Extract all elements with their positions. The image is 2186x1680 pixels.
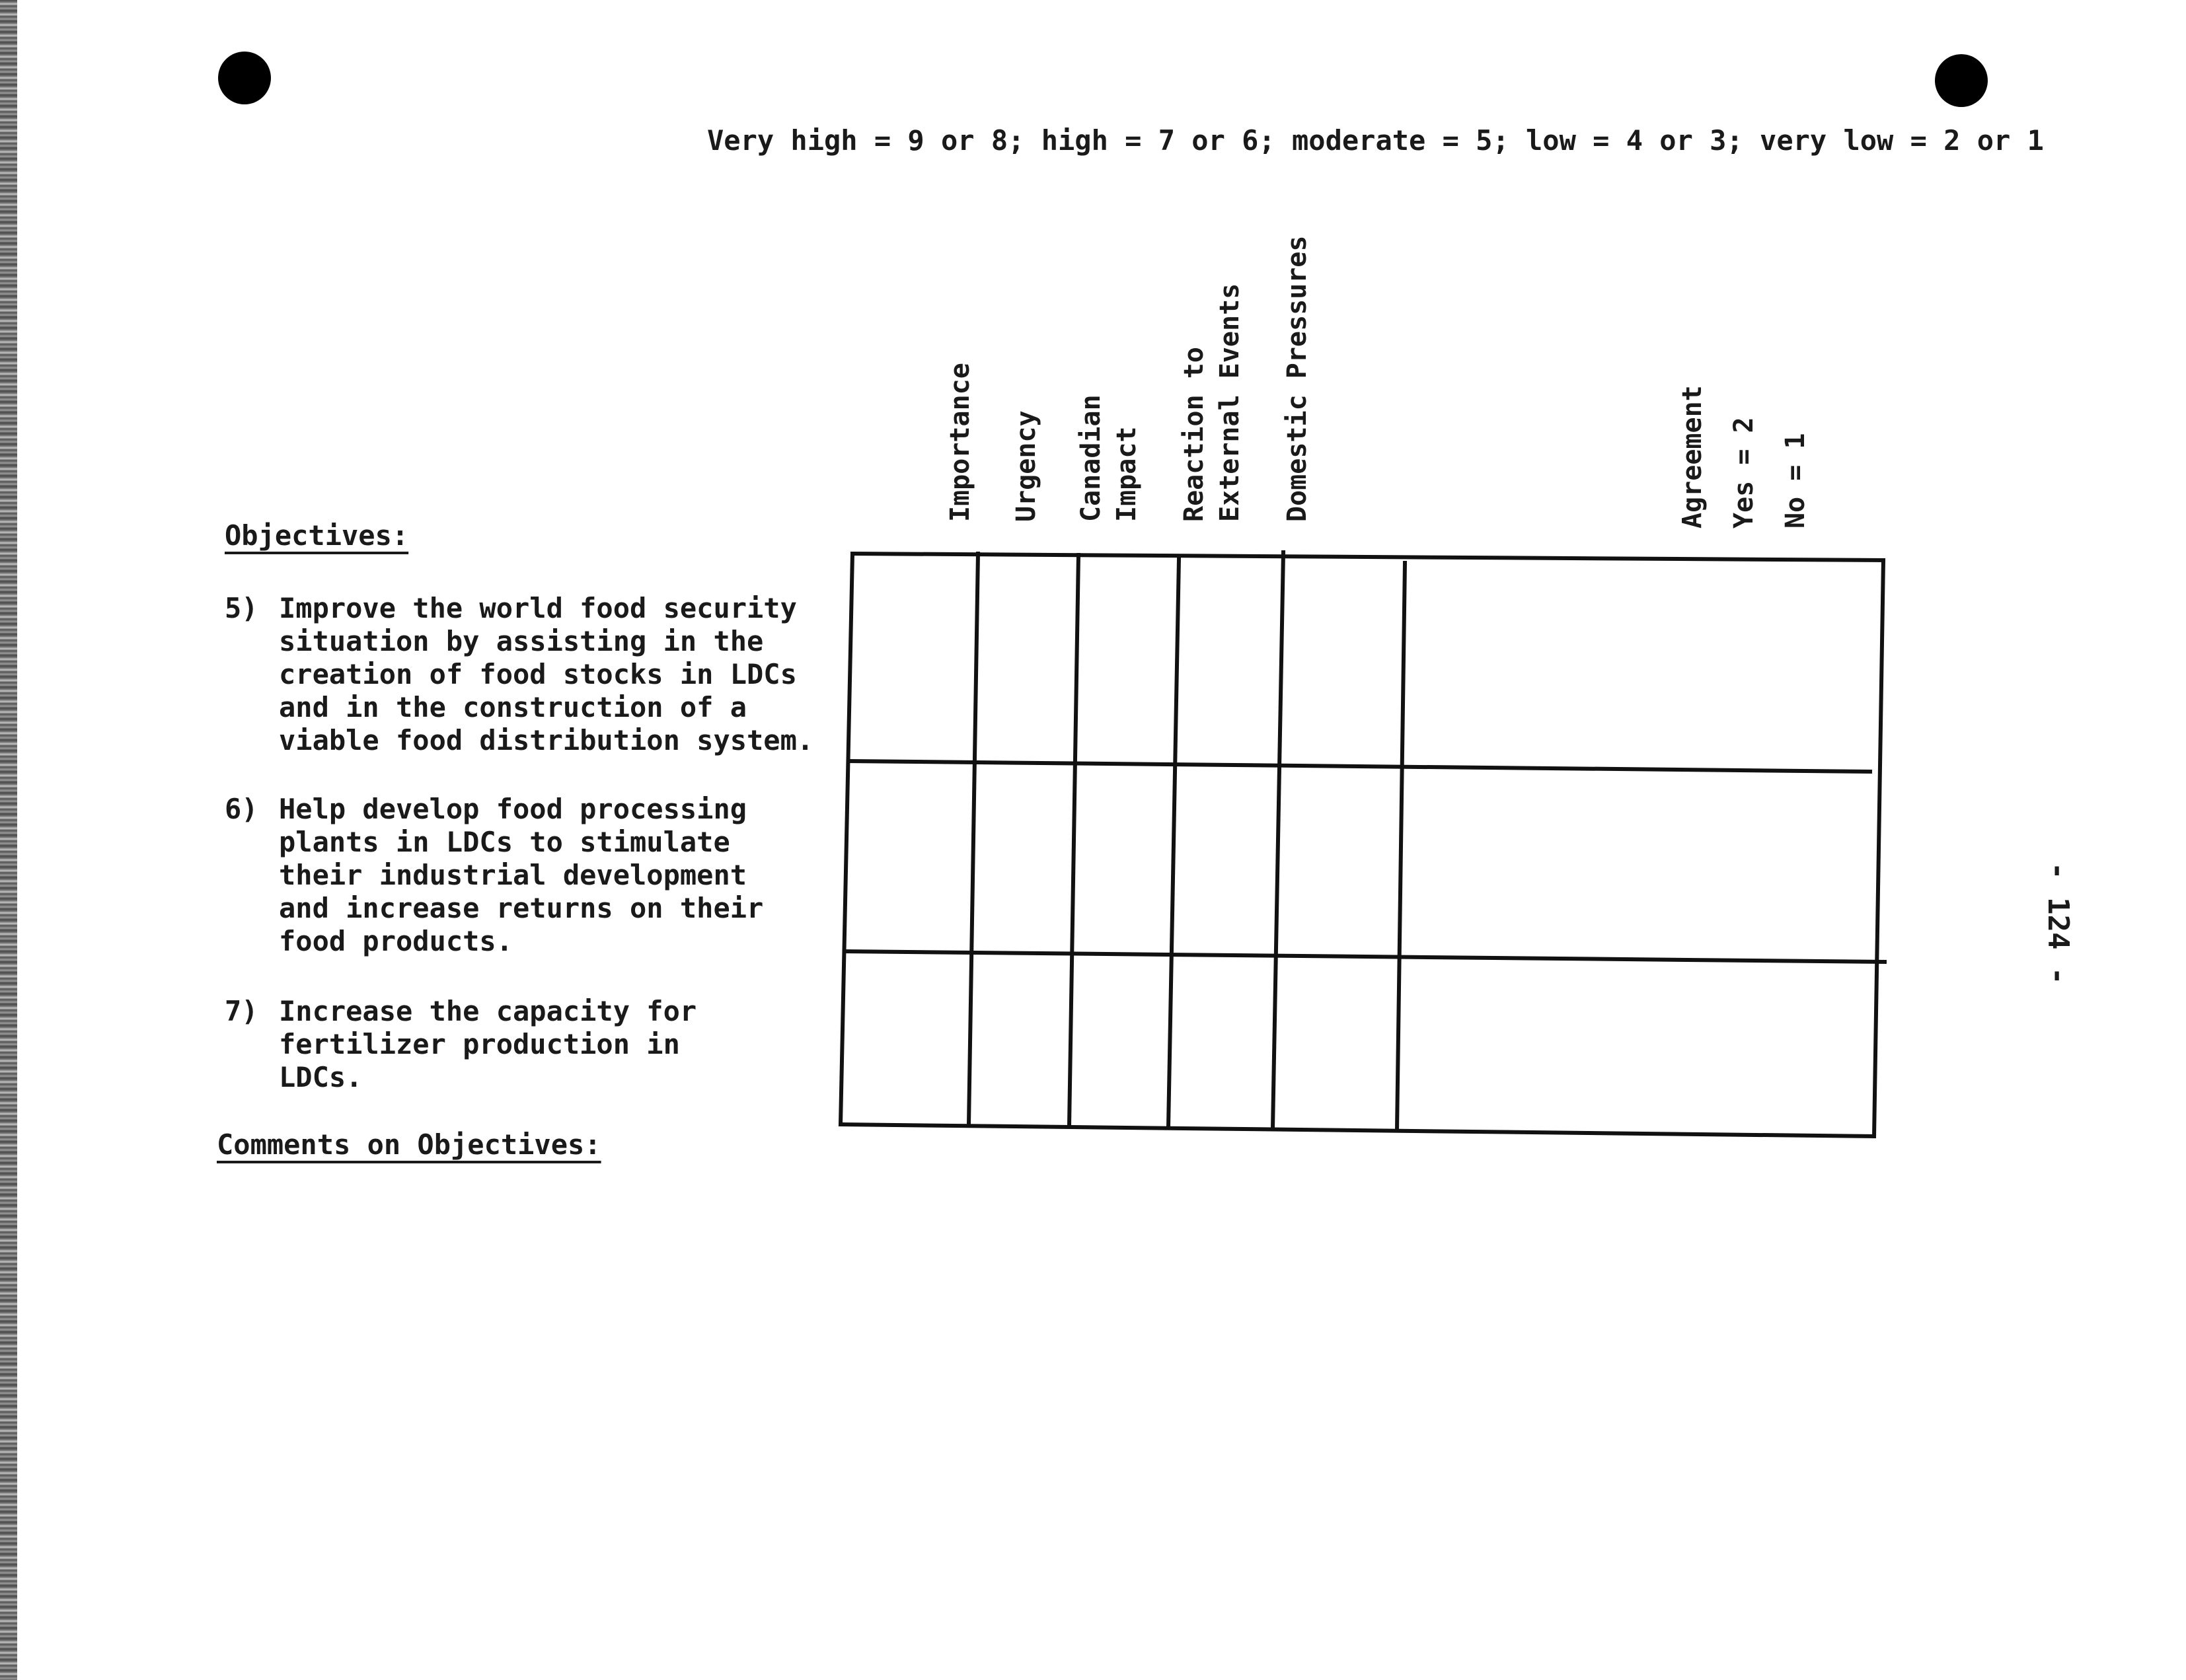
grid-row-divider xyxy=(848,761,1870,772)
objective-number: 5) xyxy=(225,592,258,624)
objective-line: their industrial development xyxy=(279,859,747,891)
page-number: - 124 - xyxy=(2041,862,2075,985)
col-domestic-pressures: Domestic Pressures xyxy=(1282,235,1312,522)
col-agreement-yes: Yes = 2 xyxy=(1729,417,1759,529)
col-urgency: Urgency xyxy=(1011,410,1041,522)
objective-line: fertilizer production in xyxy=(279,1028,680,1060)
grid-col-divider xyxy=(1397,563,1405,1130)
grid-border-bottom xyxy=(841,1124,1874,1136)
objectives-heading: Objectives: xyxy=(225,519,409,552)
col-reaction-line1: Reaction to xyxy=(1179,347,1209,522)
objective-line: viable food distribution system. xyxy=(279,724,814,756)
grid-col-divider xyxy=(1168,559,1179,1127)
objective-line: and increase returns on their xyxy=(279,892,764,924)
objective-line: and in the construction of a xyxy=(279,691,747,723)
col-agreement: Agreement xyxy=(1677,385,1708,529)
objective-line: Increase the capacity for xyxy=(279,995,697,1027)
objective-number: 7) xyxy=(225,995,258,1027)
grid-col-divider xyxy=(969,554,978,1124)
grid-border-top xyxy=(852,554,1883,560)
objective-line: Help develop food processing xyxy=(279,793,747,825)
comments-heading: Comments on Objectives: xyxy=(217,1128,601,1161)
objective-line: plants in LDCs to stimulate xyxy=(279,826,730,858)
rating-scale-note: Very high = 9 or 8; high = 7 or 6; moderate = 5; low = 4 or 3; very low = 2 or 1 xyxy=(707,124,2044,157)
objective-line: situation by assisting in the xyxy=(279,625,764,657)
grid-border-left xyxy=(841,554,852,1124)
grid-col-divider xyxy=(1069,555,1078,1126)
objective-line: food products. xyxy=(279,925,513,957)
objective-line: creation of food stocks in LDCs xyxy=(279,658,797,690)
objective-number: 6) xyxy=(225,793,258,825)
col-canadian-impact-line1: Canadian xyxy=(1076,394,1106,522)
grid-col-divider xyxy=(1273,552,1283,1128)
grid-row-divider xyxy=(845,951,1885,962)
objective-line: Improve the world food security xyxy=(279,592,797,624)
col-agreement-no: No = 1 xyxy=(1780,433,1811,529)
col-canadian-impact-line2: Impact xyxy=(1112,426,1142,522)
objective-line: LDCs. xyxy=(279,1061,363,1093)
col-reaction-line2: External Events xyxy=(1215,283,1245,522)
col-importance: Importance xyxy=(945,363,975,522)
grid-border-right xyxy=(1874,560,1883,1136)
